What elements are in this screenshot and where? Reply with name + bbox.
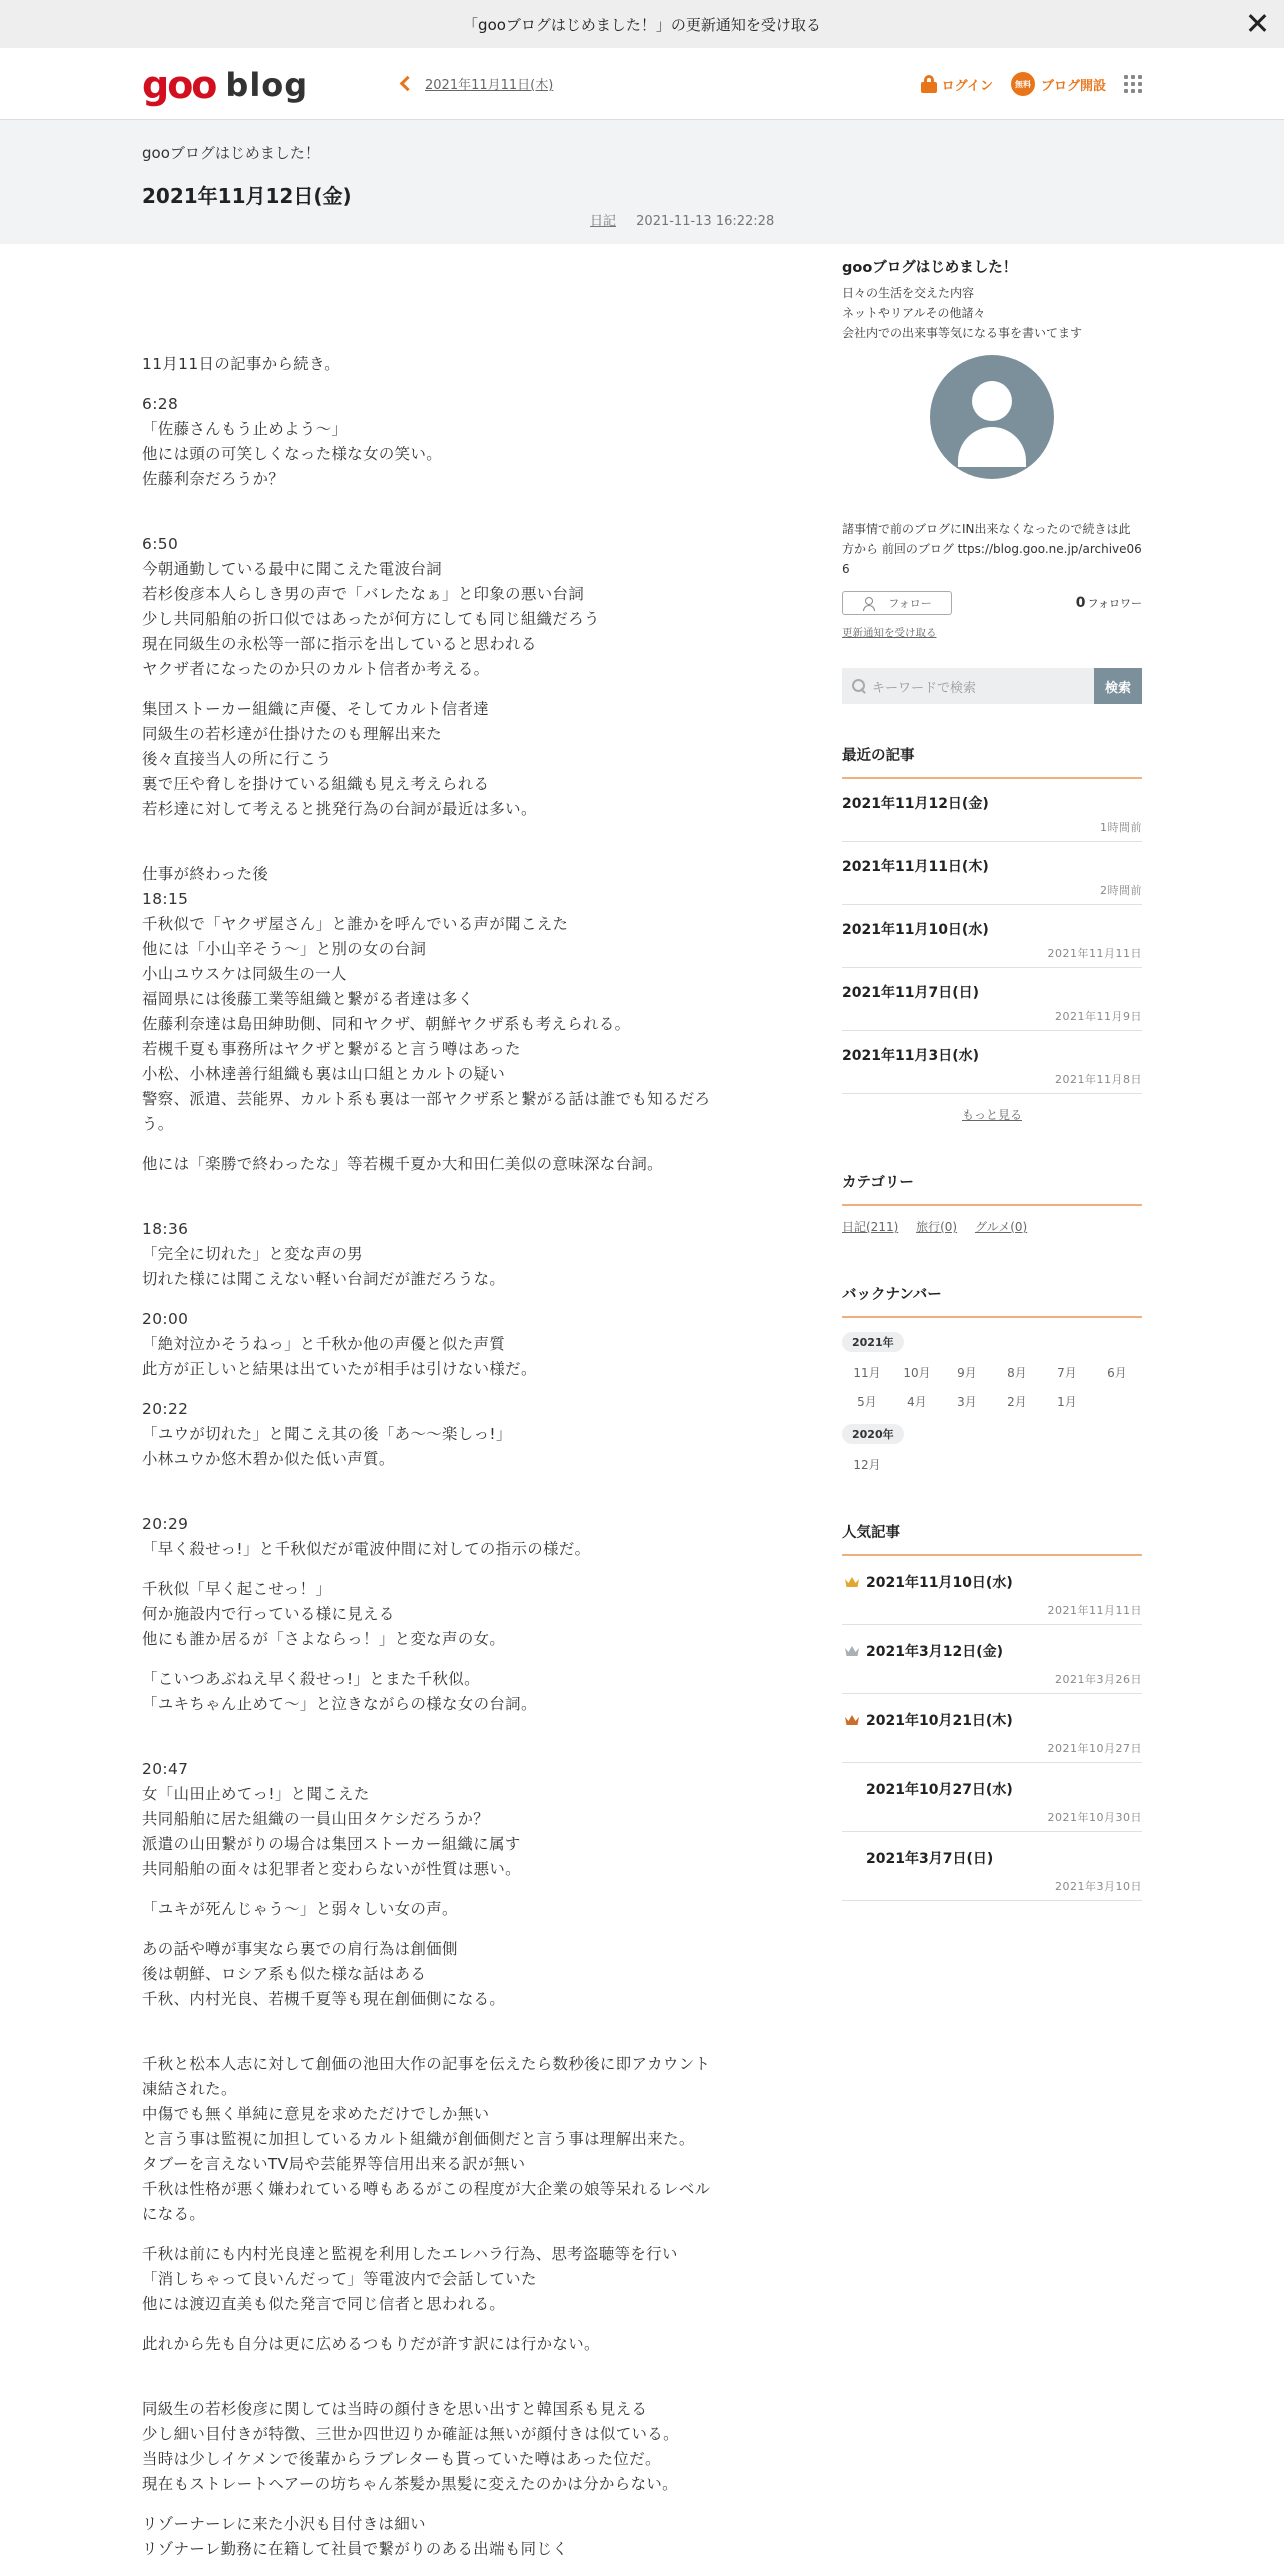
article-line: 「ユウが切れた」と聞こえ其の後「あ～～楽しっ!」 [142,1425,512,1443]
article-line: 千秋、内村光良、若槻千夏等も現在創価側になる。 [142,1990,506,2008]
crown-icon [844,1645,860,1657]
article-paragraph [142,1217,782,1292]
article-line: 現在同級生の永松等一部に指示を出していると思われる [142,635,537,653]
article-line: 若杉達に対して考えると挑発行為の台詞が最近は多い。 [142,800,537,818]
article-line: 6:28 [142,395,179,413]
search-input[interactable] [842,668,1094,704]
article-line: 警察、派遣、芸能界、カルト系も裏は一部ヤクザ系と繋がる話は誰でも知るだろ [142,1090,711,1108]
article-line: 千秋は性格が悪く嫌われている噂もあるがこの程度が大企業の娘等呆れるレベル [142,2180,711,2198]
month-link[interactable]: 6月 [1107,1366,1127,1380]
popular-list [842,1556,1142,1901]
article-line: 此方が正しいと結果は出ていたが相手は引けない様だ。 [142,1360,537,1378]
popular-item-date: 2021年10月30日 [1047,1811,1142,1824]
category-link[interactable]: グルメ(0) [974,1220,1028,1234]
article-paragraph [142,1512,782,1562]
article-line: になる。 [142,2205,206,2223]
article-paragraph [142,2512,782,2562]
popular-section [842,1521,1142,1901]
article-line: あの話や噂が事実なら裏での肩行為は創価側 [142,1940,458,1958]
month-row [842,1456,1142,1473]
article-line: 18:15 [142,890,189,908]
recent-item-title: 2021年11月7日(日) [842,985,979,1001]
category-section [842,1171,1142,1235]
header-actions [921,72,1142,96]
paragraph-gap [142,2227,782,2242]
article-line: 後は朝鮮、ロシア系も似た様な話はある [142,1965,427,1983]
article-paragraph [142,1757,782,1882]
recent-item[interactable] [842,968,1142,1031]
article-line: 同級生の若杉俊彦に関しては当時の顔付きを思い出すと韓国系も見える [142,2400,648,2418]
profile-desc-line: ネットやリアルその他諸々 [842,306,986,320]
category-list [842,1218,1142,1235]
article-line: 20:00 [142,1310,189,1328]
popular-item-heading [842,1848,1142,1868]
search-form [842,668,1142,704]
article-line: 若杉俊彦本人らしき男の声で「バレたなぁ」と印象の悪い台詞 [142,585,585,603]
article-line: 18:36 [142,1220,189,1238]
follow-button[interactable] [842,591,952,615]
article-paragraph [142,2242,782,2317]
article-line: 今朝通勤している最中に聞こえた電波台詞 [142,560,443,578]
article-line: 小林ユウか悠木碧か似た低い声質。 [142,1450,395,1468]
popular-item[interactable] [842,1763,1142,1832]
article-paragraph [142,862,782,1137]
crown-icon [844,1576,860,1588]
popular-item-title: 2021年3月12日(金) [866,1644,1003,1660]
article-line: リゾナーレ勤務に在籍して社員で繋がりのある出端も同じく [142,2540,569,2558]
entry-meta [590,210,774,229]
recent-item-title: 2021年11月3日(水) [842,1048,979,1064]
popular-item-heading [842,1710,1142,1730]
month-link[interactable]: 10月 [903,1366,931,1380]
article-line: 他にも誰か居るが「さよならっ！」と変な声の女。 [142,1630,506,1648]
month-link[interactable]: 1月 [1057,1395,1077,1409]
article-paragraph [142,1937,782,2012]
logo-blog: blog [225,66,309,104]
follower-label: フォロワー [1087,597,1142,610]
recent-item-title: 2021年11月11日(木) [842,859,989,875]
popular-item[interactable] [842,1625,1142,1694]
backnumber-section [842,1283,1142,1473]
article-line: 小山ユウスケは同級生の一人 [142,965,347,983]
article-line: 他には「小山辛そう～」と別の女の台詞 [142,940,427,958]
entry-title: 2021年11月12日(金) [142,184,352,208]
paragraph-gap [142,1922,782,1937]
article-paragraph [142,1577,782,1652]
paragraph-gap [142,1137,782,1152]
article-line: 「絶対泣かそうねっ」と千秋か他の声優と似た声質 [142,1335,506,1353]
login-label: ログイン [941,78,993,94]
profile-description [842,283,1142,343]
category-title: カテゴリー [842,1171,1142,1206]
article-line: 6:50 [142,535,179,553]
popular-item[interactable] [842,1694,1142,1763]
article-line: 共同船舶の面々は犯罪者と変わらないが性質は悪い。 [142,1860,521,1878]
article-line: 千秋は前にも内村光良達と監視を利用したエレハラ行為、思考盗聴等を行い [142,2245,678,2263]
popular-item[interactable] [842,1556,1142,1625]
notify-text[interactable]: 「gooブログはじめました！」の更新通知を受け取る [463,15,821,34]
article-body [142,352,782,2562]
article-paragraph [142,1397,782,1472]
entry-category-link[interactable]: 日記 [590,214,617,229]
paragraph-gap [142,1652,782,1667]
paragraph-gap [142,2317,782,2332]
category-link[interactable]: 旅行(0) [916,1220,958,1234]
paragraph-gap [142,682,782,697]
article-line: 「佐藤さんもう止めよう～」 [142,420,348,438]
article-paragraph [142,1897,782,1922]
more-link[interactable]: もっと見る [961,1108,1022,1122]
article-line: 佐藤利奈達は島田紳助側、同和ヤクザ、朝鮮ヤクザ系も考えられる。 [142,1015,631,1033]
login-link[interactable] [921,75,993,94]
article-line: 他には頭の可笑しくなった様な女の笑い。 [142,445,443,463]
close-icon[interactable] [1244,10,1270,36]
year-badge: 2020年 [842,1424,904,1444]
paragraph-gap [142,2357,782,2397]
recent-item[interactable] [842,905,1142,968]
paragraph-gap [142,1292,782,1307]
article-paragraph [142,532,782,682]
free-badge-icon: 無料 [1011,72,1035,96]
article-paragraph [142,2397,782,2497]
popular-item-title: 2021年10月21日(木) [866,1713,1013,1729]
notify-link[interactable]: 更新通知を受け取る [842,627,937,639]
article-line: 「ユキが死んじゃう～」と弱々しい女の声。 [142,1900,458,1918]
month-link[interactable]: 3月 [957,1395,977,1409]
popular-item[interactable] [842,1832,1142,1901]
follow-label: フォロー [888,597,932,610]
article-paragraph [142,2052,782,2227]
article-line: 共同船舶に居た組織の一員山田タケシだろうか？ [142,1810,490,1828]
popular-item-title: 2021年11月10日(水) [866,1575,1013,1591]
article-line: 他には「楽勝で終わったな」等若槻千夏か大和田仁美似の意味深な台詞。 [142,1155,663,1173]
article-line: 裏で圧や脅しを掛けている組織も見え考えられる [142,775,490,793]
crown-icon [844,1714,860,1726]
avatar[interactable] [930,355,1054,479]
article-paragraph [142,392,782,492]
recent-section [842,744,1142,1123]
article-line: 福岡県には後藤工業等組織と繋がる者達は多く [142,990,474,1008]
blog-name[interactable]: gooブログはじめました！ [142,144,320,162]
article-line: 派遣の山田繋がりの場合は集団ストーカー組織に属す [142,1835,521,1853]
article-line: 仕事が終わった後 [142,865,269,883]
article-line: 「早く殺せっ!」と千秋似だが電波仲間に対しての指示の様だ。 [142,1540,591,1558]
month-link[interactable]: 2月 [1007,1395,1027,1409]
popular-item-heading [842,1779,1142,1799]
popular-item-date: 2021年3月26日 [1055,1673,1142,1686]
paragraph-gap [142,822,782,862]
popular-item-date: 2021年3月10日 [1055,1880,1142,1893]
recent-item[interactable] [842,779,1142,842]
recent-item-date: 2021年11月8日 [1055,1073,1142,1086]
month-link[interactable]: 9月 [957,1366,977,1380]
article-line: 後々直接当人の所に行こう [142,750,332,768]
site-header [0,48,1284,120]
month-row [842,1364,1142,1381]
article-line: 少し細い目付きが特徴、三世か四世辺りか確証は無いが顔付きは似ている。 [142,2425,679,2443]
recent-item[interactable] [842,842,1142,905]
follower-count [1076,595,1142,611]
lock-icon [921,75,937,93]
logo-goo: goo [142,63,216,107]
backnumber-list [842,1318,1142,1473]
person-icon [862,597,874,609]
paragraph-gap [142,492,782,532]
recent-title: 最近の記事 [842,744,1142,779]
article-line: リゾーナーレに来た小沢も目付きは細い [142,2515,426,2533]
category-link[interactable]: 日記(211) [842,1220,899,1234]
article-line: 現在もストレートヘアーの坊ちゃん茶髪か黒髪に変えたのかは分からない。 [142,2475,678,2493]
blog-open-link[interactable] [1011,72,1106,96]
month-link[interactable]: 11月 [853,1366,881,1380]
backnumber-title: バックナンバー [842,1283,1142,1318]
recent-item-date: 2021年11月11日 [1047,947,1142,960]
notify-bar[interactable] [0,0,1284,48]
article-paragraph [142,697,782,822]
paragraph-gap [142,377,782,392]
article-line: う。 [142,1115,174,1133]
search-icon [852,679,866,693]
article-line: 千秋似で「ヤクザ屋さん」と誰かを呼んでいる声が聞こえた [142,915,569,933]
popular-item-heading [842,1572,1142,1592]
prev-entry-label: 2021年11月11日(木) [425,78,554,93]
paragraph-gap [142,1382,782,1397]
recent-item-title: 2021年11月10日(水) [842,922,989,938]
prev-entry-link[interactable] [402,74,553,93]
article-line: 少し共同船舶の折口似ではあったが何方にしても同じ組織だろう [142,610,600,628]
paragraph-gap [142,2012,782,2052]
article-line: 「消しちゃって良いんだって」等電波内で会話していた [142,2270,537,2288]
article-line: 当時は少しイケメンで後輩からラブレターも貰っていた噂はあった位だ。 [142,2450,661,2468]
profile-desc-line: 会社内での出来事等気になる事を書いてます [842,326,1083,340]
month-link[interactable]: 12月 [853,1458,881,1472]
search-placeholder: キーワードで検索 [872,680,977,696]
follow-row [842,591,1142,615]
recent-item[interactable] [842,1031,1142,1094]
blog-open-label: ブログ開設 [1040,78,1106,94]
article-paragraph [142,2332,782,2357]
recent-item-date: 2021年11月9日 [1055,1010,1142,1023]
article-line: 此れから先も自分は更に広めるつもりだが許す訳には行かない。 [142,2335,600,2353]
article-line: 千秋似「早く起こせっ！」 [142,1580,332,1598]
article-line: 中傷でも無く単純に意見を求めただけでしか無い [142,2105,490,2123]
article-line: 佐藤利奈だろうか？ [142,470,285,488]
popular-item-heading [842,1641,1142,1661]
article-line: 11月11日の記事から続き。 [142,355,341,373]
article-line: 「こいつあぶねえ早く殺せっ!」とまた千秋似。 [142,1670,480,1688]
article-line: 集団ストーカー組織に声優、そしてカルト信者達 [142,700,490,718]
article-line: 何か施設内で行っている様に見える [142,1605,395,1623]
month-link[interactable]: 4月 [907,1395,927,1409]
recent-item-date: 2時間前 [1100,884,1142,897]
year-badge: 2021年 [842,1332,904,1352]
recent-item-date: 1時間前 [1100,821,1142,834]
popular-item-title: 2021年10月27日(水) [866,1782,1013,1798]
goo-blog-logo[interactable] [142,63,309,107]
entry-timestamp: 2021-11-13 16:22:28 [636,214,775,229]
month-link[interactable]: 7月 [1057,1366,1077,1380]
article-paragraph [142,1152,782,1177]
popular-item-title: 2021年3月7日(日) [866,1851,994,1867]
paragraph-gap [142,1717,782,1757]
profile-name[interactable]: gooブログはじめました！ [842,260,1018,276]
article-line: ヤクザ者になったのか只のカルト信者か考える。 [142,660,490,678]
article-paragraph [142,352,782,377]
popular-title: 人気記事 [842,1521,1142,1556]
chevron-left-icon [400,76,416,92]
article-line: 20:22 [142,1400,189,1418]
popular-item-date: 2021年11月11日 [1047,1604,1142,1617]
search-button[interactable]: 検索 [1094,668,1142,704]
profile-desc-line: 日々の生活を交えた内容 [842,286,975,300]
article-line: 若槻千夏も事務所はヤクザと繋がると言う噂はあった [142,1040,521,1058]
article-line: 20:47 [142,1760,189,1778]
article-line: 千秋と松本人志に対して創価の池田大作の記事を伝えたら数秒後に即アカウント [142,2055,711,2073]
sidebar [842,256,1142,1901]
article-line: 他には渡辺直美も似た発言で同じ信者と思われる。 [142,2295,506,2313]
paragraph-gap [142,2497,782,2512]
recent-item-title: 2021年11月12日(金) [842,796,989,812]
article-line: 凍結された。 [142,2080,237,2098]
month-link[interactable]: 5月 [857,1395,877,1409]
paragraph-gap [142,1882,782,1897]
follower-number: 0 [1075,595,1086,611]
article-line: 20:29 [142,1515,189,1533]
article-line: 同級生の若杉達が仕掛けたのも理解出来た [142,725,443,743]
entry-header [0,120,1284,244]
article-line: と言う事は監視に加担しているカルト組織が創価側だと言う事は理解出来た。 [142,2130,695,2148]
month-row [842,1393,1142,1410]
popular-item-date: 2021年10月27日 [1047,1742,1142,1755]
paragraph-gap [142,1472,782,1512]
article-line: タブーを言えないTV局や芸能界等信用出来る訳が無い [142,2155,526,2173]
article-line: 「完全に切れた」と変な声の男 [142,1245,364,1263]
article-paragraph [142,1307,782,1382]
recent-list [842,779,1142,1094]
article-line: 小松、小林達善行組織も裏は山口組とカルトの疑い [142,1065,506,1083]
month-link[interactable]: 8月 [1007,1366,1027,1380]
article-line: 切れた様には聞こえない軽い台詞だが誰だろうな。 [142,1270,506,1288]
article-line: 「ユキちゃん止めて～」と泣きながらの様な女の台詞。 [142,1695,537,1713]
article-paragraph [142,1667,782,1717]
profile-text: 諸事情で前のブログにIN出来なくなったので続きは此方から 前回のブログ ttps://blog.goo.ne.jp/archive066 [842,522,1142,576]
paragraph-gap [142,1177,782,1217]
article-line: 女「山田止めてっ!」と聞こえた [142,1785,370,1803]
app-grid-icon[interactable] [1124,75,1142,93]
paragraph-gap [142,1562,782,1577]
